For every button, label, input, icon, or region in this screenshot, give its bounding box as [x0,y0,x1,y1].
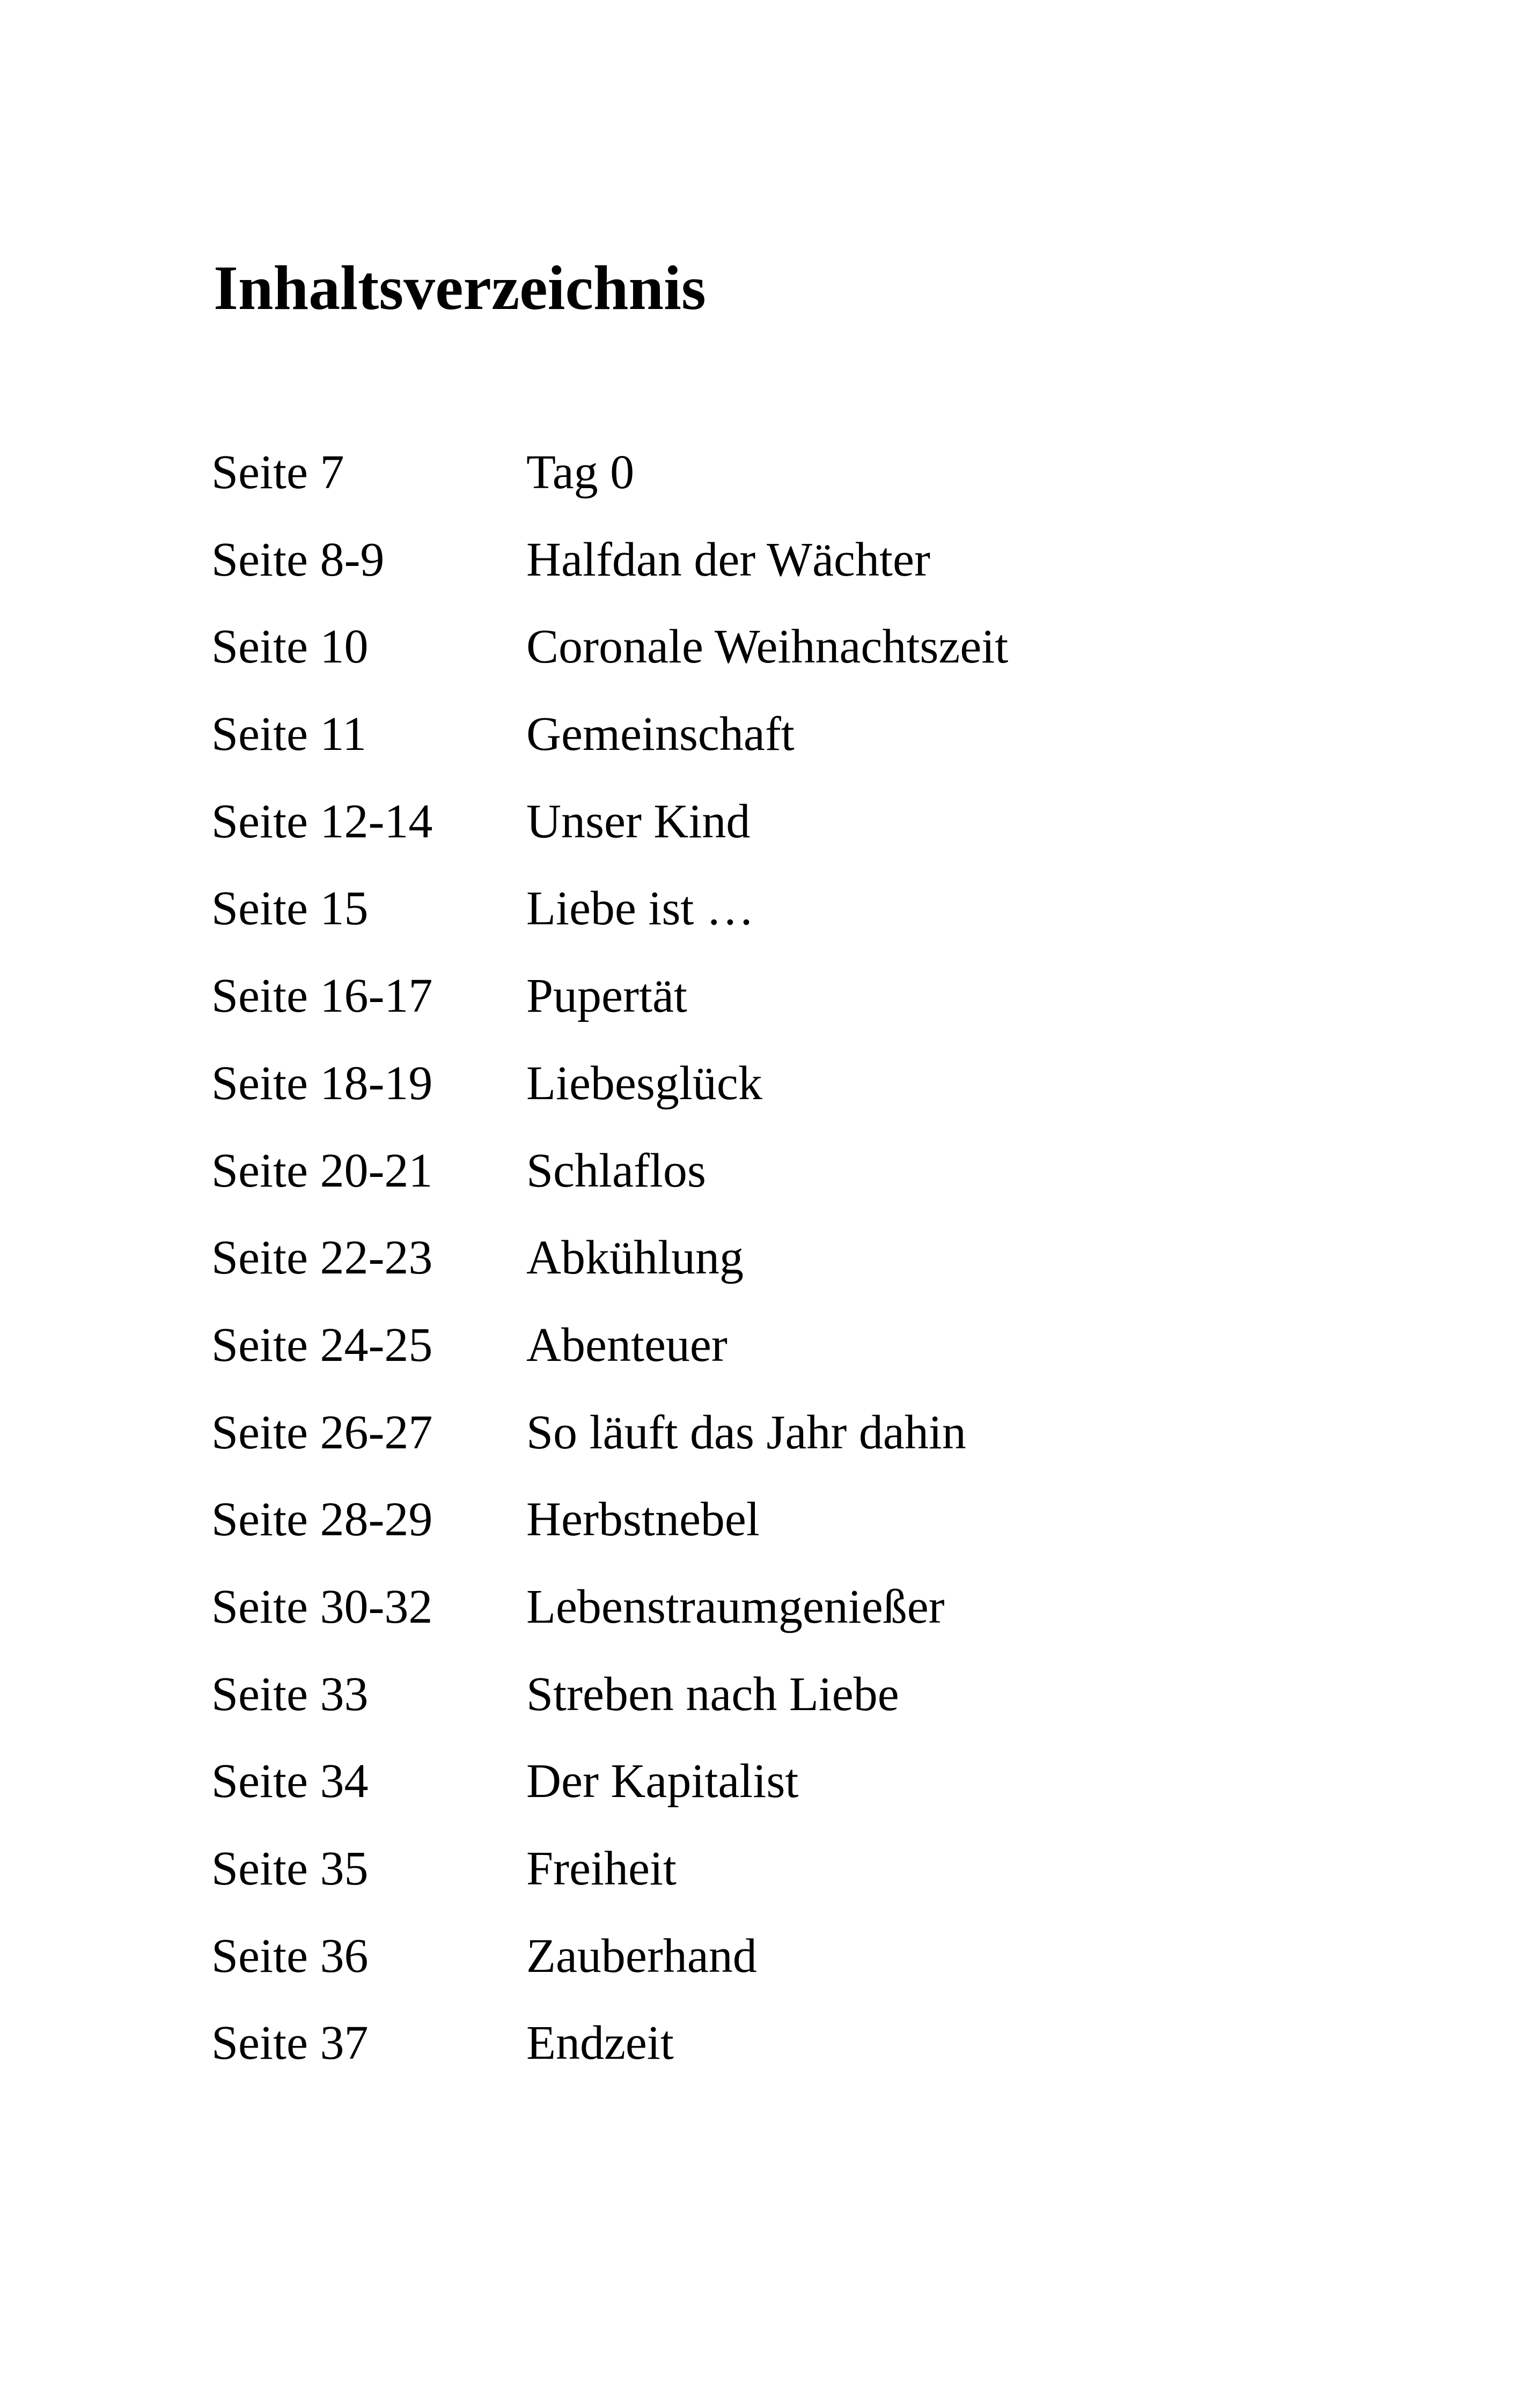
toc-chapter-title: Freiheit [526,1842,677,1895]
toc-page-number: Seite 35 [211,1842,369,1895]
toc-page-number: Seite 10 [211,620,369,674]
toc-chapter-title: Tag 0 [526,446,635,499]
toc-entry [211,1667,1392,1758]
toc-entry [211,533,1392,623]
toc-entry [211,1929,1392,2020]
toc-page-number: Seite 22-23 [211,1231,433,1285]
toc-entry [211,1405,1392,1496]
toc-entry [211,1318,1392,1409]
toc-entry [211,794,1392,885]
toc-page-number: Seite 37 [211,2016,369,2070]
toc-entry [211,969,1392,1059]
toc-entry [211,1580,1392,1670]
toc-page-number: Seite 7 [211,446,344,499]
page-title: Inhaltsverzeichnis [214,253,706,323]
toc-page-number: Seite 15 [211,882,369,936]
toc-entry [211,1231,1392,1321]
toc-page-number: Seite 18-19 [211,1056,433,1110]
toc-page-number: Seite 34 [211,1755,369,1808]
toc-page-number: Seite 28-29 [211,1493,433,1547]
toc-page-number: Seite 12-14 [211,794,433,848]
toc-page-number: Seite 26-27 [211,1405,433,1459]
toc-entry [211,882,1392,972]
toc-chapter-title: Halfdan der Wächter [526,533,930,586]
toc-entry [211,1842,1392,1932]
toc-page-number: Seite 33 [211,1667,369,1721]
toc-chapter-title: Liebe ist … [526,882,754,936]
toc-chapter-title: Schlaflos [526,1144,706,1197]
toc-chapter-title: Coronale Weihnachtszeit [526,620,1009,674]
toc-chapter-title: Der Kapitalist [526,1755,799,1808]
toc-chapter-title: Streben nach Liebe [526,1667,899,1721]
toc-page-number: Seite 16-17 [211,969,433,1023]
toc-page-number: Seite 24-25 [211,1318,433,1372]
toc-entry [211,448,1392,536]
toc-page-number: Seite 36 [211,1929,369,1983]
toc-entry [211,1493,1392,1583]
toc-page-number: Seite 30-32 [211,1580,433,1633]
toc-page-number: Seite 11 [211,708,367,761]
toc-chapter-title: Unser Kind [526,794,751,848]
toc-chapter-title: Herbstnebel [526,1493,760,1547]
toc-entry [211,1757,1392,1845]
toc-chapter-title: Gemeinschaft [526,708,795,761]
toc-chapter-title: Zauberhand [526,1929,757,1983]
toc-chapter-title: Lebenstraumgenießer [526,1580,945,1633]
toc-entry [211,2016,1392,2107]
toc-chapter-title: Abkühlung [526,1231,744,1285]
toc-entry [211,1056,1392,1147]
toc-entry [211,620,1392,710]
table-of-contents [211,448,1392,2107]
toc-chapter-title: Abenteuer [526,1318,728,1372]
toc-page-number: Seite 8-9 [211,533,385,586]
toc-entry [211,1144,1392,1234]
toc-entry [211,710,1392,798]
toc-chapter-title: Pupertät [526,969,687,1023]
toc-chapter-title: Liebesglück [526,1056,762,1110]
toc-page-number: Seite 20-21 [211,1144,433,1197]
toc-chapter-title: So läuft das Jahr dahin [526,1405,966,1459]
toc-chapter-title: Endzeit [526,2016,674,2070]
